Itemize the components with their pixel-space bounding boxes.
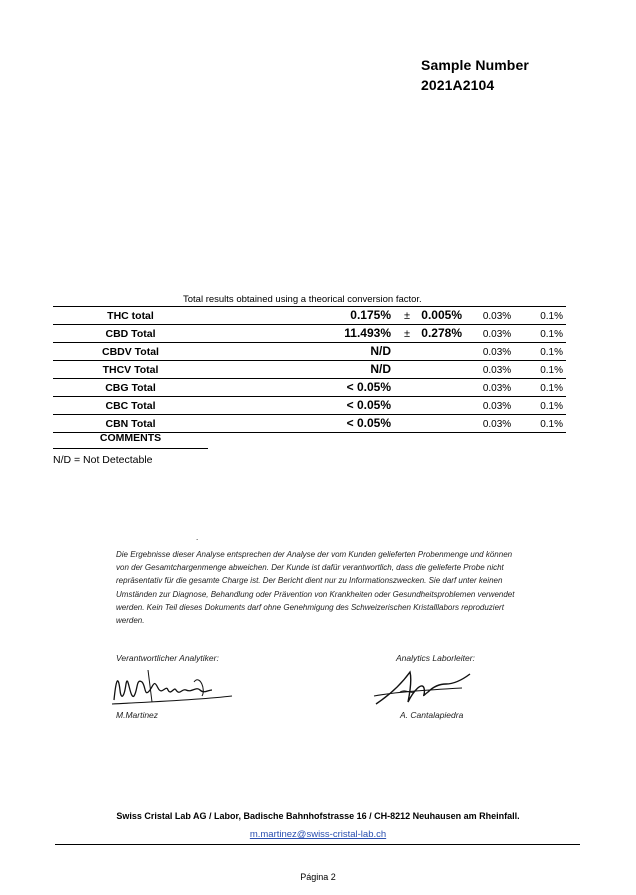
cannabinoid-name: THC total xyxy=(107,310,154,322)
lab-manager-name: A. Cantalapiedra xyxy=(400,710,464,720)
result-value: 0.175% xyxy=(350,308,391,322)
disclaimer-text: Die Ergebnisse dieser Analyse entsprechen der Analyse der vom Kunden gelieferten Probenmenge und können von der Gesamtchargenmenge abweichen. Der Kunde ist dafür verantwortlich, dass die gelieferte Probe nicht repräsentativ für die gesamte Charge ist. Der Bericht dient nur zu Informationszwecken. Sie darf unter keinen Umständen zur Diagnose, Behandlung oder Prävention von Krankheiten oder Gesundheitsproblemen verwendet werden. Kein Teil dieses Dokuments darf ohne Genehmigung des Schweizerischen Kristalllabors reproduziert werden. xyxy=(116,550,515,626)
contact-email-link[interactable]: m.martinez@swiss-cristal-lab.ch xyxy=(249,829,387,840)
cannabinoid-name: CBC Total xyxy=(105,400,156,412)
result-value: < 0.05% xyxy=(346,398,391,412)
cannabinoid-name: CBDV Total xyxy=(102,346,159,358)
analyst-signature-icon xyxy=(108,660,238,710)
uncertainty-value: 0.278% xyxy=(421,326,462,340)
sample-number-label: Sample Number xyxy=(421,57,529,73)
nd-legend-note: N/D = Not Detectable xyxy=(53,454,153,466)
lab-manager-title: Analytics Laborleiter: xyxy=(396,653,475,663)
table-row-cbd xyxy=(53,325,566,343)
uncertainty-value: 0.005% xyxy=(421,308,462,322)
loq-value: 0.03% xyxy=(482,329,512,340)
lod-value: 0.1% xyxy=(540,329,563,340)
cannabinoid-name: THCV Total xyxy=(102,364,159,376)
result-value: N/D xyxy=(370,344,391,358)
sample-number-value: 2021A2104 xyxy=(421,77,495,93)
lod-value: 0.1% xyxy=(540,401,563,412)
page-number: Página 2 xyxy=(300,872,336,882)
analyst-name: M.Martinez xyxy=(116,710,159,720)
lod-value: 0.1% xyxy=(540,365,563,376)
cannabinoid-name: CBG Total xyxy=(105,382,156,394)
plus-minus-sign: ± xyxy=(403,328,411,340)
loq-value: 0.03% xyxy=(482,347,512,358)
result-value: < 0.05% xyxy=(346,380,391,394)
result-value: N/D xyxy=(370,362,391,376)
footer-address: Swiss Cristal Lab AG / Labor, Badische Bahnhofstrasse 16 / CH-8212 Neuhausen am Rheinfall. xyxy=(116,811,520,821)
loq-value: 0.03% xyxy=(482,365,512,376)
cannabinoid-name: CBN Total xyxy=(105,418,156,430)
lod-value: 0.1% xyxy=(540,347,563,358)
result-value: 11.493% xyxy=(344,326,391,340)
table-row-cbn xyxy=(53,415,566,433)
table-caption: Total results obtained using a theorical conversion factor. xyxy=(183,294,422,305)
table-row-thc xyxy=(53,307,566,325)
loq-value: 0.03% xyxy=(482,383,512,394)
table-row-thcv xyxy=(53,361,566,379)
cannabinoid-name: CBD Total xyxy=(105,328,156,340)
comments-divider xyxy=(53,448,208,449)
footer-divider xyxy=(55,844,580,845)
table-row-cbc xyxy=(53,397,566,415)
lod-value: 0.1% xyxy=(540,383,563,394)
table-row-cbdv xyxy=(53,343,566,361)
plus-minus-sign: ± xyxy=(403,310,411,322)
lod-value: 0.1% xyxy=(540,419,563,430)
loq-value: 0.03% xyxy=(482,401,512,412)
result-value: < 0.05% xyxy=(346,416,391,430)
loq-value: 0.03% xyxy=(482,311,512,322)
lod-value: 0.1% xyxy=(540,311,563,322)
results-table xyxy=(53,307,566,433)
stray-dot: . xyxy=(196,533,199,542)
comments-label: COMMENTS xyxy=(99,432,162,444)
loq-value: 0.03% xyxy=(482,419,512,430)
analyst-title: Verantwortlicher Analytiker: xyxy=(116,653,219,663)
table-row-cbg xyxy=(53,379,566,397)
lab-manager-signature-icon xyxy=(366,662,476,710)
